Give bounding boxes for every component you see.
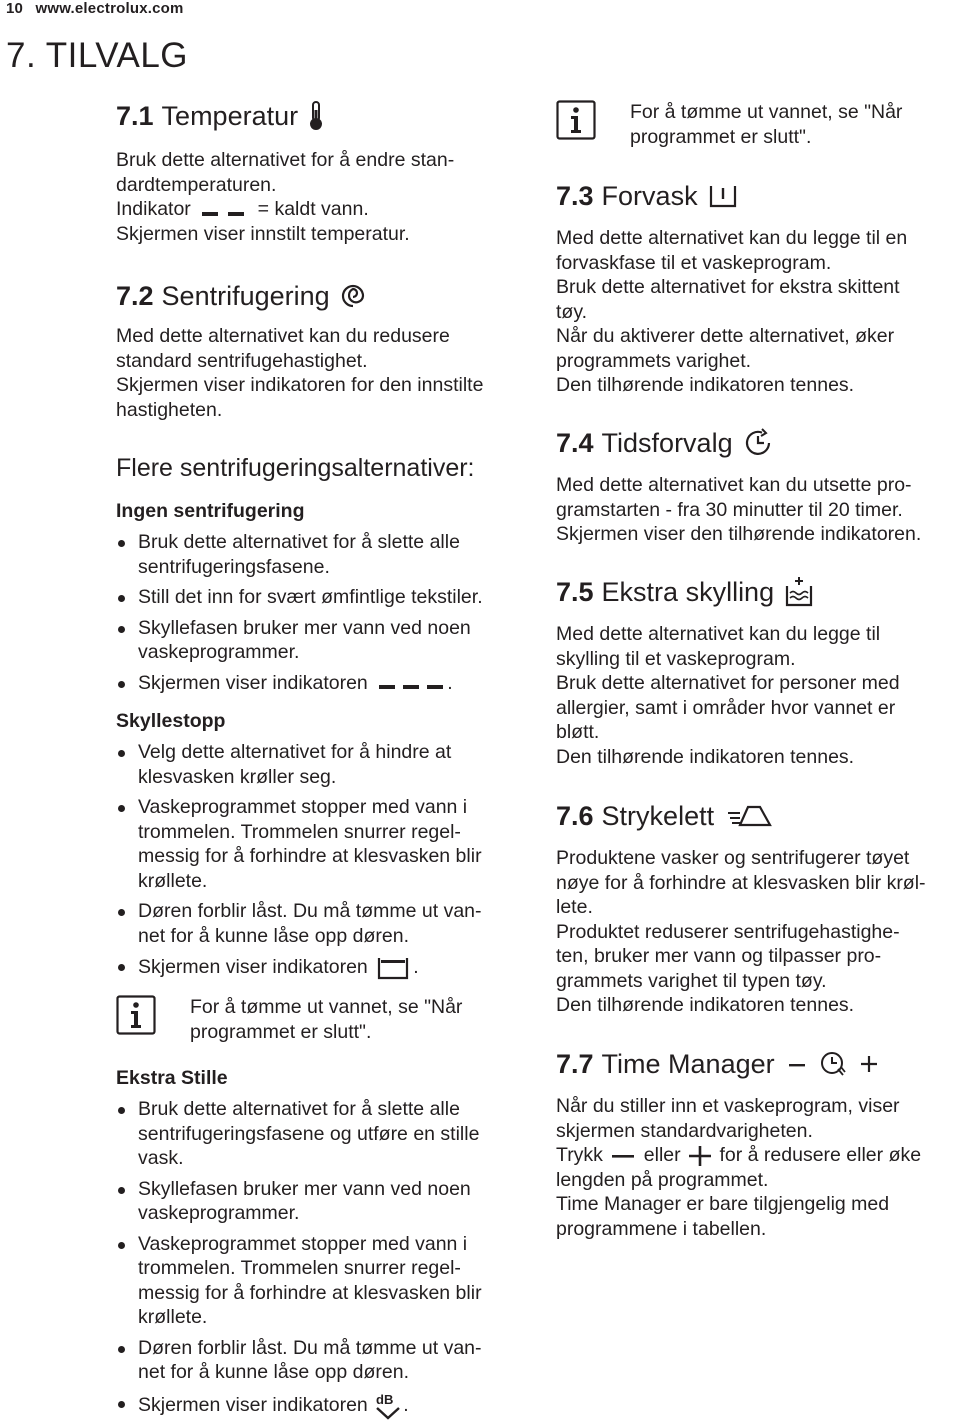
section-7-2 — [116, 280, 536, 422]
list-item: Still det inn for svært ømfintlige tekstiler. — [116, 585, 536, 610]
text-line: Den tilhørende indikatoren tennes. — [556, 374, 855, 396]
text-line: Bruk dette alternativet for personer med — [556, 672, 900, 694]
text-line: Produktet reduserer sentrifugehastighe- — [556, 920, 900, 943]
easy-iron-icon — [724, 801, 776, 831]
list-item: Skjermen viser indikatoren . — [116, 954, 536, 982]
trykk-after: for å redusere eller øke — [719, 1144, 922, 1166]
list-item: Skyllefasen bruker mer vann ved noen vaskeprogrammer. — [116, 616, 536, 665]
more-options-heading: Flere sentrifugeringsalternativer: — [116, 454, 475, 482]
text-line: programmet er slutt". — [190, 1020, 372, 1043]
section-7-4 — [556, 427, 956, 547]
text-line: Skjermen viser indikatoren for den innstilte — [116, 374, 484, 396]
text-line: grammets varighet til typen tøy. — [556, 969, 827, 992]
text-line: bløtt. — [556, 721, 600, 743]
list-item: Vaskeprogrammet stopper med vann i trommelen. Trommelen snurrer regel- messig for å forhindre at klesvasken blir krøllete. — [116, 1232, 536, 1330]
chapter-title: 7. TILVALG — [6, 36, 189, 75]
text-line: Når du stiller inn et vaskeprogram, viser — [556, 1095, 900, 1117]
list-item: Skjermen viser indikatoren dB . — [116, 1391, 536, 1421]
list-item: Velg dette alternativet for å hindre at klesvasken krøller seg. — [116, 740, 536, 789]
text-line: allergier, samt i områder hvor vannet er — [556, 696, 896, 719]
text-line: ten, bruker mer vann og tilpasser pro- — [556, 945, 882, 967]
page-header — [6, 0, 184, 17]
text-line: For å tømme ut vannet, se "Når — [630, 101, 903, 123]
section-7-2-heading: 7.2 Sentrifugering — [116, 280, 536, 312]
minus-icon — [608, 1149, 638, 1163]
text-line: standard sentrifugehastighet. — [116, 349, 368, 372]
rinse-hold-icon — [373, 954, 413, 982]
text-line: skylling til et vaskeprogram. — [556, 647, 796, 670]
indicator-line — [116, 197, 536, 222]
section-7-3-heading: 7.3 Forvask — [556, 180, 956, 212]
text-line: Produktene vasker og sentrifugerer tøyet — [556, 847, 910, 869]
list-item: Skyllefasen bruker mer vann ved noen vaskeprogrammer. — [116, 1177, 536, 1226]
list-item: Døren forblir låst. Du må tømme ut van- net for å kunne låse opp døren. — [116, 899, 536, 948]
text-line: Med dette alternativet kan du utsette pro- — [556, 474, 912, 496]
left-column — [116, 100, 536, 132]
page-number: 10 — [6, 0, 24, 17]
text-line: forvaskfase til et vaskeprogram. — [556, 251, 832, 274]
text-line: lete. — [556, 896, 593, 918]
spin-icon — [340, 283, 366, 309]
text-line: For å tømme ut vannet, se "Når — [190, 996, 463, 1018]
text-line: programmene i tabellen. — [556, 1217, 767, 1240]
svg-text:dB: dB — [376, 1391, 394, 1407]
info-icon — [116, 995, 156, 1035]
text-line: skjermen standardvarigheten. — [556, 1119, 813, 1142]
text-line: gramstarten - fra 30 minutter til 20 timer. — [556, 498, 903, 521]
trykk-line — [556, 1143, 956, 1168]
text-line: Skjermen viser den tilhørende indikatoren. — [556, 523, 922, 545]
section-7-1-body — [116, 148, 536, 246]
thermometer-icon — [308, 101, 324, 131]
site-url[interactable]: www.electrolux.com — [35, 0, 184, 17]
text-line: Når du aktiverer dette alternativet, øker — [556, 325, 895, 347]
text-line: programmets varighet. — [556, 349, 752, 372]
prewash-icon — [708, 182, 738, 210]
text-line: Bruk dette alternativet for å endre stan- — [116, 149, 455, 171]
text-line: lengden på programmet. — [556, 1168, 769, 1191]
subheading: Skyllestopp — [116, 710, 226, 732]
section-7-1-heading: 7.1 Temperatur — [116, 100, 536, 132]
section-7-7-heading: 7.7 Time Manager — [556, 1048, 956, 1080]
info-note-left — [116, 995, 536, 1044]
section-7-7 — [556, 1048, 956, 1241]
info-note-right — [556, 100, 956, 149]
text-line: nøye for å forhindre at klesvasken blir krøl- — [556, 871, 926, 894]
indicator-meaning: = kaldt vann. — [257, 198, 369, 220]
text-line: Med dette alternativet kan du legge til — [556, 623, 881, 645]
section-7-6-heading: 7.6 Strykelett — [556, 800, 956, 832]
text-line: Den tilhørende indikatoren tennes. — [556, 994, 855, 1016]
section-7-5 — [556, 576, 956, 769]
section-7-6 — [556, 800, 956, 1018]
subheading: Ingen sentrifugering — [116, 500, 305, 522]
text-line: Time Manager er bare tilgjengelig med — [556, 1193, 890, 1215]
list-item: Bruk dette alternativet for å slette alle sentrifugeringsfasene. — [116, 530, 536, 579]
more-spin-options — [116, 453, 536, 483]
eller-label: eller — [643, 1144, 681, 1166]
text-line: Skjermen viser innstilt temperatur. — [116, 222, 410, 245]
list-item: Skjermen viser indikatoren . — [116, 671, 536, 696]
text-line: Med dette alternativet kan du legge til en — [556, 227, 908, 249]
trykk-label: Trykk — [556, 1144, 603, 1166]
section-7-5-heading: 7.5 Ekstra skylling — [556, 576, 956, 608]
db-quiet-icon — [373, 1391, 403, 1421]
delay-clock-icon — [743, 428, 773, 458]
section-7-4-heading: 7.4 Tidsforvalg — [556, 427, 956, 459]
list-item: Vaskeprogrammet stopper med vann i trommelen. Trommelen snurrer regel- messig for å forhindre at klesvasken blir krøllete. — [116, 795, 536, 893]
text-line: programmet er slutt". — [630, 125, 812, 148]
ingen-sentrifugering — [116, 499, 536, 695]
time-manager-icon — [785, 1049, 883, 1079]
extra-rinse-icon — [784, 576, 814, 608]
text-line: Med dette alternativet kan du redusere — [116, 325, 450, 347]
dash-indicator-icon — [196, 203, 252, 217]
text-line: Bruk dette alternativet for ekstra skittent — [556, 276, 900, 298]
plus-icon — [686, 1145, 714, 1167]
skyllestopp — [116, 709, 536, 982]
info-icon — [556, 100, 596, 140]
text-line: hastigheten. — [116, 398, 223, 421]
text-line: Den tilhørende indikatoren tennes. — [556, 745, 855, 768]
text-line: tøy. — [556, 300, 588, 323]
subheading: Ekstra Stille — [116, 1067, 228, 1089]
list-item: Døren forblir låst. Du må tømme ut van- net for å kunne låse opp døren. — [116, 1336, 536, 1385]
section-7-3 — [556, 180, 956, 398]
ekstra-stille — [116, 1066, 536, 1421]
dash-indicator-icon — [373, 676, 447, 690]
list-item: Bruk dette alternativet for å slette alle sentrifugeringsfasene og utføre en stille vask. — [116, 1097, 536, 1171]
indicator-label: Indikator — [116, 198, 191, 220]
text-line: dardtemperaturen. — [116, 173, 277, 196]
